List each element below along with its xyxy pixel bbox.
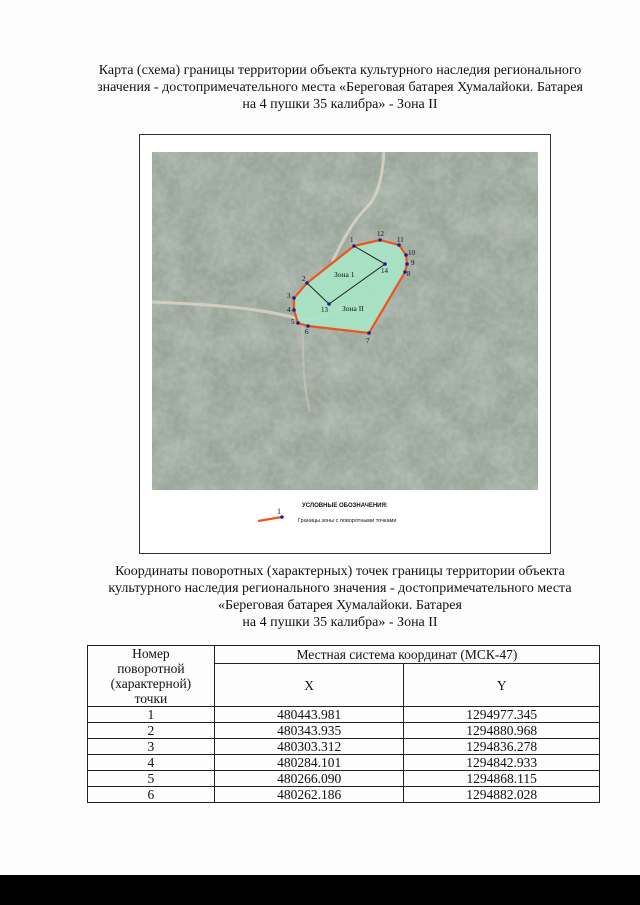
point-label: 7 bbox=[366, 337, 370, 345]
point-number-cell: 2 bbox=[88, 723, 215, 739]
point-number-cell: 3 bbox=[88, 739, 215, 755]
x-cell: 480284.101 bbox=[214, 755, 404, 771]
point-label: 4 bbox=[287, 306, 291, 314]
scan-edge bbox=[0, 875, 640, 905]
header-coordinate-system: Местная система координат (МСК-47) bbox=[214, 646, 599, 664]
map-legend bbox=[140, 495, 550, 545]
legend-line-sample bbox=[258, 515, 288, 527]
turning-point bbox=[383, 262, 387, 266]
x-cell: 480303.312 bbox=[214, 739, 404, 755]
point-number-cell: 4 bbox=[88, 755, 215, 771]
legend-text: Границы зоны с поворотными точками bbox=[298, 518, 397, 524]
point-number-cell: 6 bbox=[88, 787, 215, 803]
y-cell: 1294977.345 bbox=[404, 707, 600, 723]
title-line: на 4 пушки 35 калибра» - Зона II bbox=[242, 97, 438, 112]
x-cell: 480443.981 bbox=[214, 707, 404, 723]
x-cell: 480266.090 bbox=[214, 771, 404, 787]
turning-point bbox=[378, 238, 382, 242]
turning-point bbox=[352, 244, 356, 248]
point-label: 8 bbox=[407, 270, 411, 278]
header-x: X bbox=[214, 664, 404, 707]
title-line: значения - достопримечательного места «Береговая батарея Хумалайоки. Батарея bbox=[97, 80, 583, 95]
header-point-number: Номер поворотной (характерной) точки bbox=[88, 646, 215, 707]
point-number-cell: 5 bbox=[88, 771, 215, 787]
title-line: Карта (схема) границы территории объекта культурного наследия регионального bbox=[98, 63, 582, 78]
map-frame bbox=[139, 134, 551, 554]
point-label: 13 bbox=[321, 306, 328, 314]
turning-point bbox=[292, 296, 296, 300]
aerial-map bbox=[152, 152, 538, 490]
legend-title: УСЛОВНЫЕ ОБОЗНАЧЕНИЯ: bbox=[302, 503, 388, 509]
document-title bbox=[60, 62, 620, 113]
point-label: 11 bbox=[397, 236, 404, 244]
caption-line: культурного наследия регионального значения - достопримечательного места bbox=[108, 581, 572, 596]
point-label: 1 bbox=[350, 236, 354, 244]
point-label: 14 bbox=[381, 267, 388, 275]
point-label: 2 bbox=[302, 275, 306, 283]
header-y: Y bbox=[404, 664, 600, 707]
table-row bbox=[88, 771, 600, 787]
table-row bbox=[88, 723, 600, 739]
turning-point bbox=[296, 321, 300, 325]
y-cell: 1294880.968 bbox=[404, 723, 600, 739]
x-cell: 480262.186 bbox=[214, 787, 404, 803]
table-caption bbox=[60, 563, 620, 631]
turning-point bbox=[367, 331, 371, 335]
y-cell: 1294882.028 bbox=[404, 787, 600, 803]
point-label: 6 bbox=[305, 328, 309, 336]
legend-sample-number: 1 bbox=[277, 507, 281, 516]
point-label: 5 bbox=[291, 318, 295, 326]
turning-point bbox=[292, 308, 296, 312]
caption-line: Координаты поворотных (характерных) точек границы территории объекта bbox=[115, 564, 565, 579]
coordinates-table bbox=[87, 645, 600, 803]
y-cell: 1294842.933 bbox=[404, 755, 600, 771]
point-number-cell: 1 bbox=[88, 707, 215, 723]
point-label: 9 bbox=[411, 259, 415, 267]
table-row bbox=[88, 739, 600, 755]
y-cell: 1294868.115 bbox=[404, 771, 600, 787]
point-label: 3 bbox=[287, 292, 291, 300]
x-cell: 480343.935 bbox=[214, 723, 404, 739]
point-label: 10 bbox=[408, 249, 415, 257]
turning-point bbox=[405, 262, 409, 266]
caption-line: «Береговая батарея Хумалайоки. Батарея bbox=[218, 598, 462, 613]
zone2-label: Зона II bbox=[342, 304, 364, 313]
table-row bbox=[88, 755, 600, 771]
table-row bbox=[88, 707, 600, 723]
turning-point bbox=[305, 281, 309, 285]
table-row bbox=[88, 787, 600, 803]
zone1-label: Зона 1 bbox=[334, 270, 355, 279]
point-label: 12 bbox=[377, 230, 384, 238]
y-cell: 1294836.278 bbox=[404, 739, 600, 755]
caption-line: на 4 пушки 35 калибра» - Зона II bbox=[242, 615, 438, 630]
